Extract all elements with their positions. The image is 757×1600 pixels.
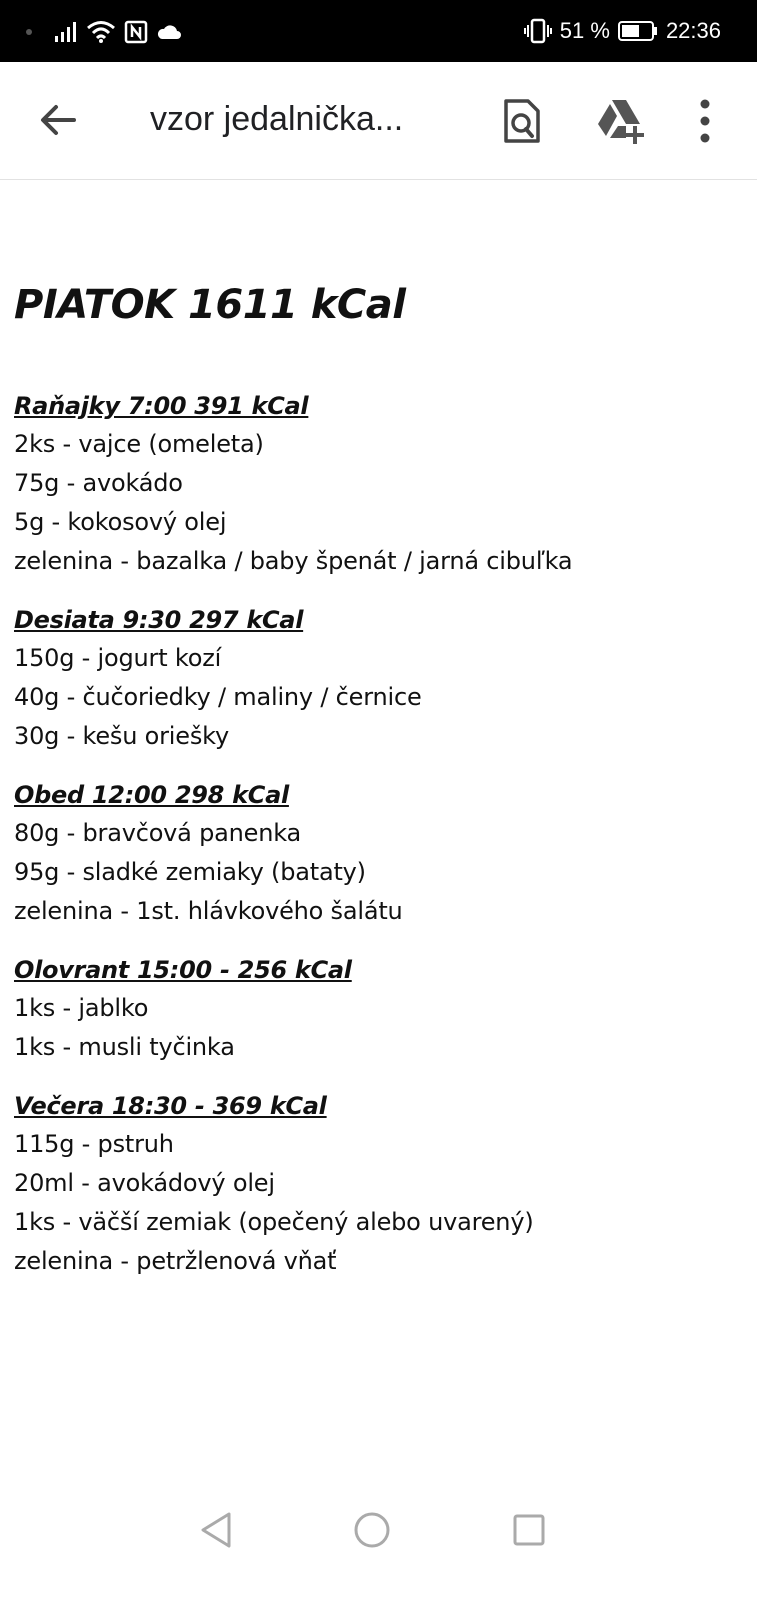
- meal-item: 150g - jogurt kozí: [14, 644, 222, 672]
- meal-item: 2ks - vajce (omeleta): [14, 430, 264, 458]
- meal-heading: Desiata 9:30 297 kCal: [14, 606, 304, 634]
- meal-item: 115g - pstruh: [14, 1130, 174, 1158]
- document-preview-icon[interactable]: [502, 98, 542, 144]
- cloud-icon: [156, 23, 182, 41]
- meal-item: 5g - kokosový olej: [14, 508, 227, 536]
- battery-percent: 51 %: [559, 18, 610, 43]
- meal-item: zelenina - petržlenová vňať: [14, 1247, 337, 1275]
- meal-item: 80g - bravčová panenka: [14, 819, 302, 847]
- system-nav-bar: [0, 1490, 757, 1570]
- meal-snack-afternoon: [14, 952, 744, 1067]
- document-title: vzor jedalnička...: [150, 100, 404, 138]
- notification-dot-icon: [26, 29, 32, 35]
- drive-add-icon[interactable]: [596, 98, 644, 144]
- clock: 22:36: [665, 18, 721, 43]
- meal-dinner: [14, 1088, 744, 1281]
- meal-item: 20ml - avokádový olej: [14, 1169, 275, 1197]
- back-arrow-icon[interactable]: [38, 100, 78, 140]
- meal-item: 30g - kešu oriešky: [14, 722, 229, 750]
- meal-snack-morning: [14, 602, 744, 756]
- nav-home-button[interactable]: [342, 1500, 402, 1560]
- meal-heading: Raňajky 7:00 391 kCal: [14, 392, 309, 420]
- meal-item: 1ks - jablko: [14, 994, 149, 1022]
- nfc-icon: [124, 20, 148, 44]
- vibrate-icon: [524, 18, 552, 44]
- app-toolbar: [0, 62, 757, 180]
- meal-item: 95g - sladké zemiaky (bataty): [14, 858, 366, 886]
- meal-item: 75g - avokádo: [14, 469, 183, 497]
- wifi-icon: [86, 20, 116, 44]
- meal-item: 1ks - musli tyčinka: [14, 1033, 235, 1061]
- status-icons-left: [26, 18, 182, 46]
- signal-icon: [54, 21, 78, 43]
- meal-heading: Obed 12:00 298 kCal: [14, 781, 289, 809]
- more-vert-icon[interactable]: [697, 98, 713, 144]
- nav-back-button[interactable]: [186, 1500, 246, 1560]
- document-heading: PIATOK 1611 kCal: [14, 282, 406, 328]
- status-bar: [0, 0, 757, 62]
- back-triangle-icon: [199, 1511, 233, 1549]
- meal-breakfast: [14, 388, 744, 581]
- document-body: [14, 180, 744, 1302]
- meal-heading: Olovrant 15:00 - 256 kCal: [14, 956, 352, 984]
- meal-item: zelenina - bazalka / baby špenát / jarná cibuľka: [14, 547, 573, 575]
- battery-icon: [618, 20, 658, 42]
- meal-item: 40g - čučoriedky / maliny / černice: [14, 683, 422, 711]
- meal-item: zelenina - 1st. hlávkového šalátu: [14, 897, 403, 925]
- meal-heading: Večera 18:30 - 369 kCal: [14, 1092, 327, 1120]
- recents-square-icon: [512, 1513, 546, 1547]
- meal-item: 1ks - väčší zemiak (opečený alebo uvarený): [14, 1208, 534, 1236]
- meal-lunch: [14, 777, 744, 931]
- home-circle-icon: [353, 1511, 391, 1549]
- nav-recents-button[interactable]: [499, 1500, 559, 1560]
- status-icons-right: [524, 16, 721, 46]
